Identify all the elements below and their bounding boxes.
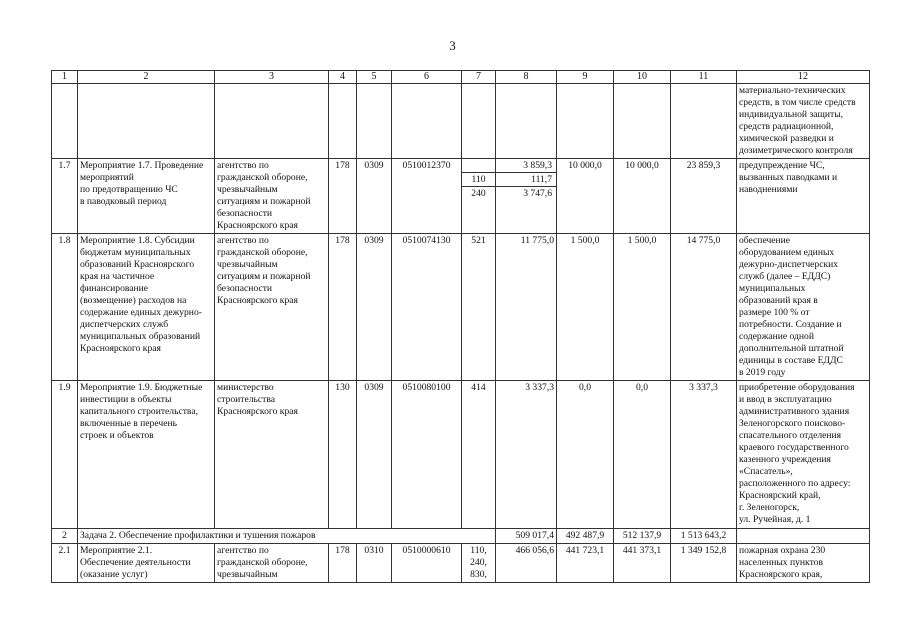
cell-amount: 509 017,4 <box>496 529 557 544</box>
cell-num: 1.8 <box>52 234 78 381</box>
cell-event: Мероприятие 1.7. Проведение мероприятий по предотвращению ЧС в паводковый период <box>78 159 215 234</box>
cell-amount: 10 000,0 <box>557 159 614 234</box>
cell-total: 23 859,3 <box>671 159 737 234</box>
cell-csr: 0510080100 <box>392 381 462 529</box>
amount-line: 3 859,3 <box>523 160 552 171</box>
col-header: 6 <box>392 71 462 84</box>
cell-result: пожарная охрана 230 населенных пунктов Красноярского края, <box>737 544 870 583</box>
cell-csr: 0510074130 <box>392 234 462 381</box>
col-header: 12 <box>737 71 870 84</box>
cell-amount <box>557 84 614 159</box>
cell-vr <box>462 84 496 159</box>
cell-amount: 3 337,3 <box>496 381 557 529</box>
col-header: 1 <box>52 71 78 84</box>
cell-grbs: 130 <box>329 381 357 529</box>
cell-event: Мероприятие 1.8. Субсидии бюджетам муниципальных образований Красноярского края на частичное финансирование (возмещение) расходов на содержание единых дежурно- диспетчерских служб муниципальных образований Красноярского края <box>78 234 215 381</box>
cell-total: 1 349 152,8 <box>671 544 737 583</box>
col-header: 5 <box>357 71 392 84</box>
cell-event <box>78 84 215 159</box>
cell-event: Мероприятие 2.1. Обеспечение деятельности (оказание услуг) <box>78 544 215 583</box>
vr-line: 110 <box>462 172 495 186</box>
cell-csr: 0510012370 <box>392 159 462 234</box>
col-header: 3 <box>215 71 329 84</box>
cell-grbs <box>329 84 357 159</box>
table-row <box>52 529 870 544</box>
col-header: 9 <box>557 71 614 84</box>
column-number-row <box>52 71 870 84</box>
cell-num: 1.9 <box>52 381 78 529</box>
cell-rzpr: 0309 <box>357 381 392 529</box>
cell-executor: агентство по гражданской обороне, чрезвычайным <box>215 544 329 583</box>
table-row <box>52 159 870 234</box>
cell-amount: 466 056,6 <box>496 544 557 583</box>
cell-amount: 1 500,0 <box>614 234 671 381</box>
cell-rzpr: 0309 <box>357 159 392 234</box>
amount-line: 111,7 <box>496 172 556 186</box>
cell-vr: 521 <box>462 234 496 381</box>
cell-amount <box>614 84 671 159</box>
cell-amount: 492 487,9 <box>557 529 614 544</box>
col-header: 11 <box>671 71 737 84</box>
col-header: 7 <box>462 71 496 84</box>
cell-result: предупреждение ЧС, вызванных паводками и наводнениями <box>737 159 870 234</box>
cell-total: 3 337,3 <box>671 381 737 529</box>
cell-num: 2 <box>52 529 78 544</box>
cell-num: 2.1 <box>52 544 78 583</box>
cell-result <box>737 529 870 544</box>
amount-line: 3 747,6 <box>496 186 556 200</box>
cell-executor <box>215 84 329 159</box>
cell-amount: 0,0 <box>614 381 671 529</box>
vr-line: 240 <box>462 186 495 200</box>
cell-vr: 110, 240, 830, <box>462 544 496 583</box>
task-title: Задача 2. Обеспечение профилактики и тушения пожаров <box>78 529 496 544</box>
cell-executor: агентство по гражданской обороне, чрезвычайным ситуациям и пожарной безопасности Красноярского края <box>215 159 329 234</box>
cell-vr <box>462 159 496 234</box>
table-row <box>52 381 870 529</box>
table-row <box>52 84 870 159</box>
cell-event: Мероприятие 1.9. Бюджетные инвестиции в объекты капитального строительства, включенные в перечень строек и объектов <box>78 381 215 529</box>
cell-grbs: 178 <box>329 159 357 234</box>
col-header: 8 <box>496 71 557 84</box>
cell-amount <box>496 84 557 159</box>
cell-executor: агентство по гражданской обороне, чрезвычайным ситуациям и пожарной безопасности Красноярского края <box>215 234 329 381</box>
cell-total: 14 775,0 <box>671 234 737 381</box>
cell-result: обеспечение оборудованием единых дежурно-диспетчерских служб (далее – ЕДДС) муниципальных образований края в размере 100 % от потребности. Создание и содержание одной дополнительной штатной единицы в составе ЕДДС в 2019 году <box>737 234 870 381</box>
cell-rzpr: 0309 <box>357 234 392 381</box>
col-header: 10 <box>614 71 671 84</box>
cell-grbs: 178 <box>329 234 357 381</box>
vr-line <box>462 159 495 172</box>
table-row <box>52 234 870 381</box>
cell-amount: 1 500,0 <box>557 234 614 381</box>
cell-result: материально-технических средств, в том числе средств индивидуальной защиты, средств радиационной, химической разведки и дозиметрического контроля <box>737 84 870 159</box>
cell-total <box>671 84 737 159</box>
cell-total: 1 513 643,2 <box>671 529 737 544</box>
cell-num: 1.7 <box>52 159 78 234</box>
cell-rzpr <box>357 84 392 159</box>
cell-grbs: 178 <box>329 544 357 583</box>
program-table <box>51 70 870 583</box>
cell-amount: 11 775,0 <box>496 234 557 381</box>
cell-executor: министерство строительства Красноярского края <box>215 381 329 529</box>
cell-amount: 512 137,9 <box>614 529 671 544</box>
col-header: 4 <box>329 71 357 84</box>
page-number: 3 <box>449 38 456 53</box>
cell-result: приобретение оборудования и ввод в эксплуатацию административного здания Зеленогорского поисково- спасательного отделения краевого государственного казенного учреждения «Спасатель», расположенного по адресу: Красноярский край, г. Зеленогорск, ул. Ручейная, д. 1 <box>737 381 870 529</box>
cell-amount: 0,0 <box>557 381 614 529</box>
cell-amount: 10 000,0 <box>614 159 671 234</box>
cell-vr: 414 <box>462 381 496 529</box>
cell-rzpr: 0310 <box>357 544 392 583</box>
cell-num <box>52 84 78 159</box>
table-row <box>52 544 870 583</box>
cell-csr: 0510000610 <box>392 544 462 583</box>
col-header: 2 <box>78 71 215 84</box>
cell-amount: 441 723,1 <box>557 544 614 583</box>
cell-amount <box>496 159 557 234</box>
cell-amount: 441 373,1 <box>614 544 671 583</box>
cell-csr <box>392 84 462 159</box>
